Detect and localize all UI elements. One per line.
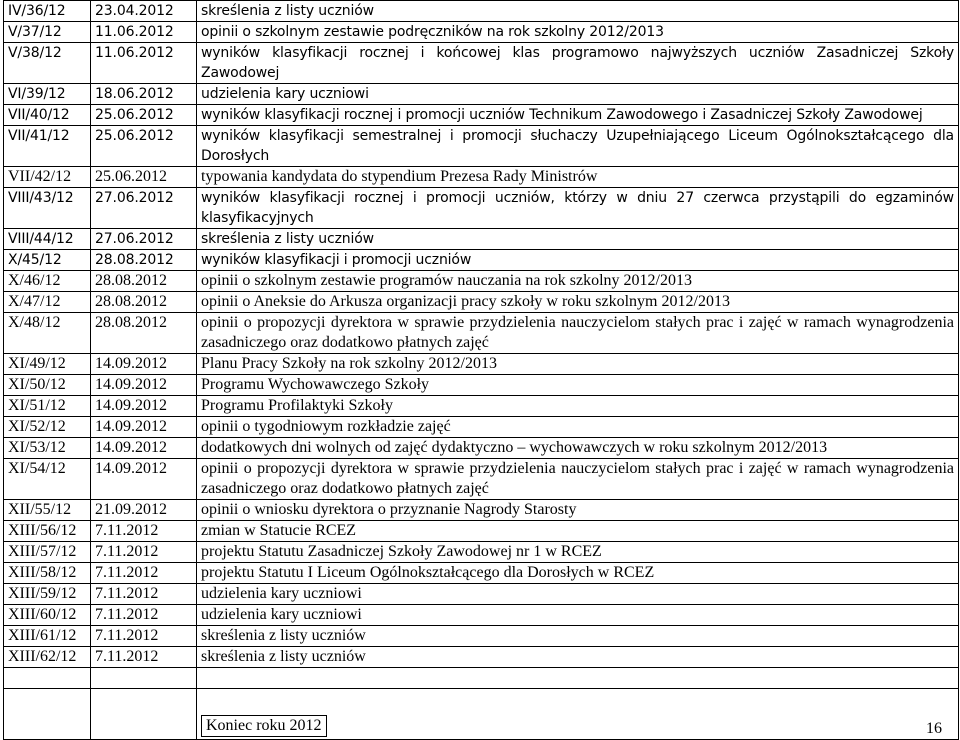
resolution-number: VIII/44/12	[4, 229, 91, 250]
resolution-number: XI/50/12	[4, 375, 91, 396]
resolution-subject: udzielenia kary uczniowi	[197, 84, 959, 105]
table-cell-empty	[4, 668, 91, 689]
table-row	[4, 313, 959, 354]
resolution-subject: projektu Statutu Zasadniczej Szkoły Zawodowej nr 1 w RCEZ	[197, 542, 959, 563]
table-row	[4, 354, 959, 375]
resolution-date: 14.09.2012	[91, 438, 197, 459]
resolution-number: XIII/58/12	[4, 563, 91, 584]
resolution-number: V/37/12	[4, 22, 91, 43]
resolution-subject: wyników klasyfikacji i promocji uczniów	[197, 250, 959, 271]
resolution-date: 7.11.2012	[91, 563, 197, 584]
resolution-date: 25.06.2012	[91, 105, 197, 126]
table-cell-empty	[91, 689, 197, 740]
table-row	[4, 22, 959, 43]
resolution-number: VII/42/12	[4, 167, 91, 188]
resolution-number: X/48/12	[4, 313, 91, 354]
resolution-subject: projektu Statutu I Liceum Ogólnokształcącego dla Dorosłych w RCEZ	[197, 563, 959, 584]
resolution-date: 27.06.2012	[91, 229, 197, 250]
table-row	[4, 250, 959, 271]
resolution-number: VII/40/12	[4, 105, 91, 126]
resolution-subject: skreślenia z listy uczniów	[197, 229, 959, 250]
resolution-subject: skreślenia z listy uczniów	[197, 647, 959, 668]
resolution-subject: skreślenia z listy uczniów	[197, 1, 959, 22]
resolution-subject: opinii o Aneksie do Arkusza organizacji pracy szkoły w roku szkolnym 2012/2013	[197, 292, 959, 313]
resolution-subject: Planu Pracy Szkoły na rok szkolny 2012/2013	[197, 354, 959, 375]
table-cell-empty	[197, 668, 959, 689]
resolution-subject: typowania kandydata do stypendium Prezesa Rady Ministrów	[197, 167, 959, 188]
resolution-subject: Programu Profilaktyki Szkoły	[197, 396, 959, 417]
table-row	[4, 126, 959, 167]
resolution-number: XII/55/12	[4, 500, 91, 521]
resolution-subject: udzielenia kary uczniowi	[197, 605, 959, 626]
resolution-subject: dodatkowych dni wolnych od zajęć dydaktyczno – wychowawczych w roku szkolnym 2012/2013	[197, 438, 959, 459]
resolution-date: 11.06.2012	[91, 22, 197, 43]
table-row	[4, 417, 959, 438]
resolution-date: 28.08.2012	[91, 250, 197, 271]
resolution-date: 28.08.2012	[91, 271, 197, 292]
table-row	[4, 229, 959, 250]
resolution-subject: wyników klasyfikacji semestralnej i promocji słuchaczy Uzupełniającego Liceum Ogólnokształcącego dla Dorosłych	[197, 126, 959, 167]
table-row	[4, 459, 959, 500]
resolution-date: 18.06.2012	[91, 84, 197, 105]
table-row	[4, 84, 959, 105]
resolutions-table	[3, 0, 959, 740]
table-row	[4, 563, 959, 584]
table-row	[4, 605, 959, 626]
resolution-date: 25.06.2012	[91, 126, 197, 167]
table-row	[4, 584, 959, 605]
resolution-subject: wyników klasyfikacji rocznej i promocji uczniów Technikum Zawodowego i Zasadniczej Szkoły Zawodowej	[197, 105, 959, 126]
resolution-subject: opinii o propozycji dyrektora w sprawie przydzielenia nauczycielom stałych prac i zajęć w ramach wynagrodzenia zasadniczego oraz dodatkowo płatnych zajęć	[197, 459, 959, 500]
resolution-date: 11.06.2012	[91, 43, 197, 84]
table-row	[4, 647, 959, 668]
resolution-subject: opinii o tygodniowym rozkładzie zajęć	[197, 417, 959, 438]
resolution-date: 25.06.2012	[91, 167, 197, 188]
resolution-number: VII/41/12	[4, 126, 91, 167]
resolutions-table-body	[4, 1, 959, 740]
resolution-number: X/46/12	[4, 271, 91, 292]
resolution-subject: opinii o propozycji dyrektora w sprawie przydzielenia nauczycielom stałych prac i zajęć w ramach wynagrodzenia zasadniczego oraz dodatkowo płatnych zajęć	[197, 313, 959, 354]
resolution-number: XIII/56/12	[4, 521, 91, 542]
table-row	[4, 188, 959, 229]
table-row	[4, 438, 959, 459]
resolution-date: 7.11.2012	[91, 542, 197, 563]
resolution-number: XI/51/12	[4, 396, 91, 417]
resolution-number: XI/49/12	[4, 354, 91, 375]
table-row	[4, 105, 959, 126]
resolution-number: XIII/60/12	[4, 605, 91, 626]
resolution-subject: zmian w Statucie RCEZ	[197, 521, 959, 542]
table-row	[4, 542, 959, 563]
resolution-number: XI/54/12	[4, 459, 91, 500]
table-row	[4, 1, 959, 22]
resolution-date: 7.11.2012	[91, 647, 197, 668]
resolution-date: 14.09.2012	[91, 417, 197, 438]
resolution-date: 14.09.2012	[91, 354, 197, 375]
resolution-date: 7.11.2012	[91, 605, 197, 626]
resolution-subject: opinii o szkolnym zestawie programów nauczania na rok szkolny 2012/2013	[197, 271, 959, 292]
resolution-number: XI/53/12	[4, 438, 91, 459]
resolution-subject: Programu Wychowawczego Szkoły	[197, 375, 959, 396]
table-cell-ending	[197, 689, 959, 740]
resolution-subject: opinii o szkolnym zestawie podręczników na rok szkolny 2012/2013	[197, 22, 959, 43]
resolution-date: 27.06.2012	[91, 188, 197, 229]
table-row	[4, 271, 959, 292]
resolution-subject: wyników klasyfikacji rocznej i promocji uczniów, którzy w dniu 27 czerwca przystąpili do egzaminów klasyfikacyjnych	[197, 188, 959, 229]
resolution-date: 28.08.2012	[91, 313, 197, 354]
resolution-number: XIII/61/12	[4, 626, 91, 647]
resolution-subject: skreślenia z listy uczniów	[197, 626, 959, 647]
resolution-date: 23.04.2012	[91, 1, 197, 22]
table-row-ending	[4, 689, 959, 740]
table-row-empty	[4, 668, 959, 689]
resolution-number: X/47/12	[4, 292, 91, 313]
table-row	[4, 521, 959, 542]
table-row	[4, 626, 959, 647]
table-row	[4, 396, 959, 417]
end-of-year-note: Koniec roku 2012	[201, 715, 327, 737]
table-row	[4, 43, 959, 84]
resolution-subject: udzielenia kary uczniowi	[197, 584, 959, 605]
resolution-date: 7.11.2012	[91, 626, 197, 647]
resolution-number: X/45/12	[4, 250, 91, 271]
resolution-date: 14.09.2012	[91, 375, 197, 396]
table-row	[4, 375, 959, 396]
table-row	[4, 292, 959, 313]
resolution-number: IV/36/12	[4, 1, 91, 22]
resolution-subject: opinii o wniosku dyrektora o przyznanie Nagrody Starosty	[197, 500, 959, 521]
resolution-date: 21.09.2012	[91, 500, 197, 521]
resolution-date: 7.11.2012	[91, 521, 197, 542]
table-row	[4, 500, 959, 521]
resolution-number: XIII/59/12	[4, 584, 91, 605]
resolution-date: 14.09.2012	[91, 459, 197, 500]
resolution-date: 7.11.2012	[91, 584, 197, 605]
table-cell-empty	[91, 668, 197, 689]
table-cell-empty	[4, 689, 91, 740]
resolution-number: XIII/57/12	[4, 542, 91, 563]
page-number: 16	[926, 720, 942, 737]
resolution-date: 28.08.2012	[91, 292, 197, 313]
resolution-date: 14.09.2012	[91, 396, 197, 417]
resolution-number: VI/39/12	[4, 84, 91, 105]
resolution-subject: wyników klasyfikacji rocznej i końcowej klas programowo najwyższych uczniów Zasadniczej Szkoły Zawodowej	[197, 43, 959, 84]
resolution-number: XIII/62/12	[4, 647, 91, 668]
table-row	[4, 167, 959, 188]
resolution-number: VIII/43/12	[4, 188, 91, 229]
resolution-number: XI/52/12	[4, 417, 91, 438]
resolution-number: V/38/12	[4, 43, 91, 84]
